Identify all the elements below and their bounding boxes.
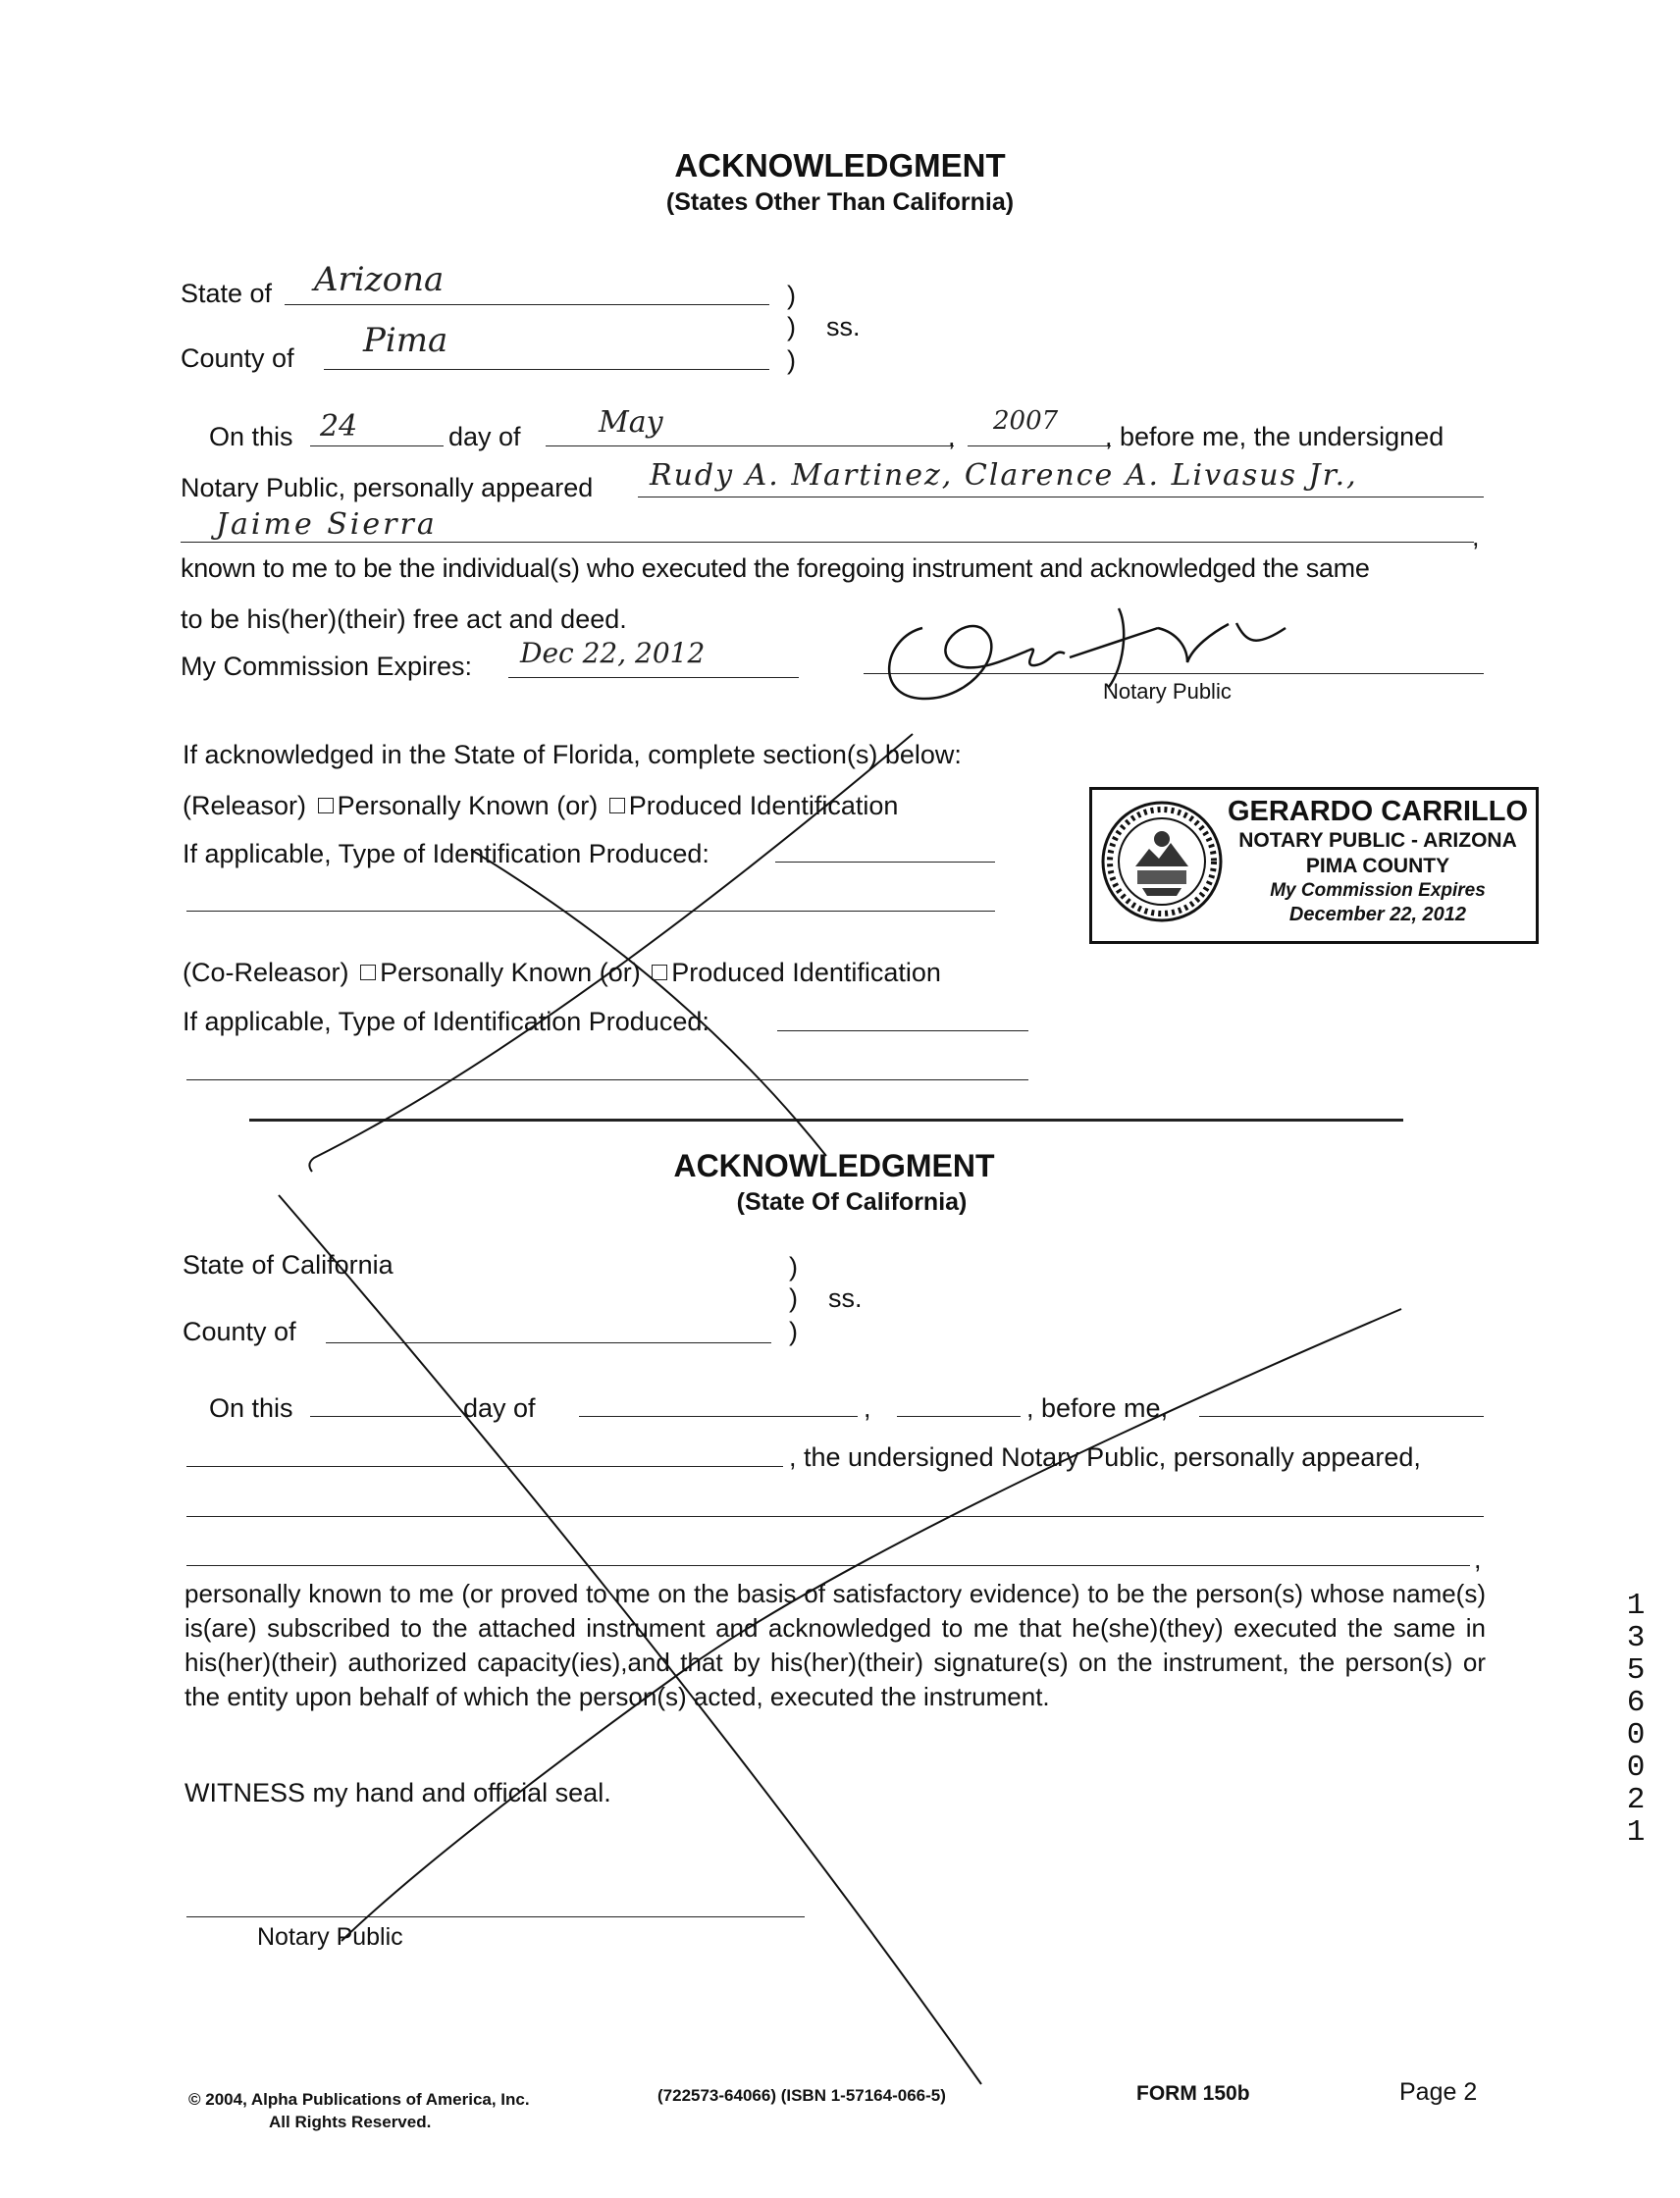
ca-notary-label: Notary Public [257, 1923, 403, 1951]
comma: , [864, 1393, 871, 1423]
state-handwritten: Arizona [314, 260, 445, 299]
notary-public-label: Notary Public [1103, 679, 1232, 704]
acknowledgment-title: ACKNOWLEDGMENT [674, 147, 1006, 183]
ca-state-label: State of California [183, 1250, 394, 1280]
ca-body-text: personally known to me (or proved to me on the basis of satisfactory evidence) to be the person(s) whose name(s) is(are) subscribed to the attached instrument and acknowledged to me that he(she)(they) executed the same in his(her)(their) authorized capacity(ies),and that by his(her)(their) signature(s) on the instrument, the person(s) or the entity upon behalf of which the person(s) acted, executed the instrument. [184, 1579, 1486, 1711]
footer-form-id: FORM 150b [1136, 2082, 1250, 2105]
or-label: (or) [599, 958, 641, 987]
comma: , [1472, 522, 1480, 551]
ca-cross-line-1 [279, 1195, 981, 2084]
co-releasor-label: (Co-Releasor) [183, 958, 349, 987]
releasor-label: (Releasor) [183, 791, 307, 820]
personally-known-label: Personally Known [380, 958, 593, 987]
florida-cross-line-1 [471, 850, 826, 1156]
ca-cross-line-2 [341, 1309, 1401, 1941]
stamp-title: NOTARY PUBLIC - ARIZONA [1238, 829, 1517, 852]
or-label: (or) [556, 791, 599, 820]
stamp-county: PIMA COUNTY [1305, 855, 1450, 877]
footer-copyright-line2: All Rights Reserved. [269, 2113, 432, 2131]
appeared-names-handwritten: Rudy A. Martinez, Clarence A. Livasus Jr., [650, 458, 1358, 493]
produced-id-label: Produced Identification [628, 791, 899, 820]
ca-undersigned-label: , the undersigned Notary Public, personally appeared, [789, 1442, 1421, 1472]
produced-id-label: Produced Identification [671, 958, 941, 987]
california-title: ACKNOWLEDGMENT [673, 1148, 995, 1183]
comma: , [1474, 1544, 1482, 1574]
stamp-expires-date: December 22, 2012 [1288, 904, 1467, 925]
footer-isbn: (722573-64066) (ISBN 1-57164-066-5) [657, 2086, 946, 2105]
day-of-label: day of [448, 422, 521, 451]
commission-label: My Commission Expires: [181, 652, 473, 681]
california-subtitle: (State Of California) [736, 1188, 968, 1216]
footer-page-number: Page 2 [1399, 2078, 1478, 2106]
day-handwritten: 24 [320, 409, 358, 444]
paren: ) [787, 281, 796, 310]
acknowledgment-subtitle: (States Other Than California) [665, 188, 1015, 216]
paren: ) [787, 312, 796, 341]
year-handwritten: 2007 [993, 406, 1059, 436]
paren: ) [789, 1252, 798, 1282]
appeared-label: Notary Public, personally appeared [181, 473, 594, 502]
paren: ) [789, 1317, 798, 1346]
id-type-label: If applicable, Type of Identification Produced: [183, 839, 709, 868]
comma: , [948, 422, 956, 451]
free-act-text: to be his(her)(their) free act and deed. [181, 604, 627, 634]
personally-known-label: Personally Known [337, 791, 550, 820]
before-me-label: , before me, the undersigned [1105, 422, 1444, 451]
stamp-expires-label: My Commission Expires [1270, 880, 1486, 901]
ca-witness-text: WITNESS my hand and official seal. [184, 1778, 611, 1807]
florida-intro: If acknowledged in the State of Florida, complete section(s) below: [183, 740, 962, 769]
county-of-label: County of [181, 343, 294, 373]
footer-copyright-line1: © 2004, Alpha Publications of America, Inc. [188, 2090, 530, 2109]
on-this-label: On this [209, 422, 293, 451]
paren: ) [789, 1283, 798, 1313]
florida-cross-line-2 [309, 734, 913, 1172]
commission-handwritten: Dec 22, 2012 [520, 637, 706, 669]
paren: ) [787, 345, 796, 375]
appeared-names-handwritten-2: Jaime Sierra [216, 507, 438, 542]
ca-before-me-label: , before me, [1026, 1393, 1169, 1423]
ca-on-this-label: On this [209, 1393, 293, 1423]
id-type-label-2: If applicable, Type of Identification Produced: [183, 1007, 709, 1036]
margin-document-number: 1356 0021 [1626, 1589, 1646, 1850]
ca-county-label: County of [183, 1317, 296, 1346]
ca-day-of-label: day of [463, 1393, 536, 1423]
state-of-label: State of [181, 279, 273, 308]
county-handwritten: Pima [363, 321, 448, 360]
stamp-name: GERARDO CARRILLO [1227, 796, 1529, 827]
ca-ss-label: ss. [828, 1283, 863, 1313]
ss-label: ss. [826, 312, 861, 341]
month-handwritten: May [599, 405, 663, 440]
known-text: known to me to be the individual(s) who executed the foregoing instrument and acknowledged the same [181, 553, 1370, 583]
